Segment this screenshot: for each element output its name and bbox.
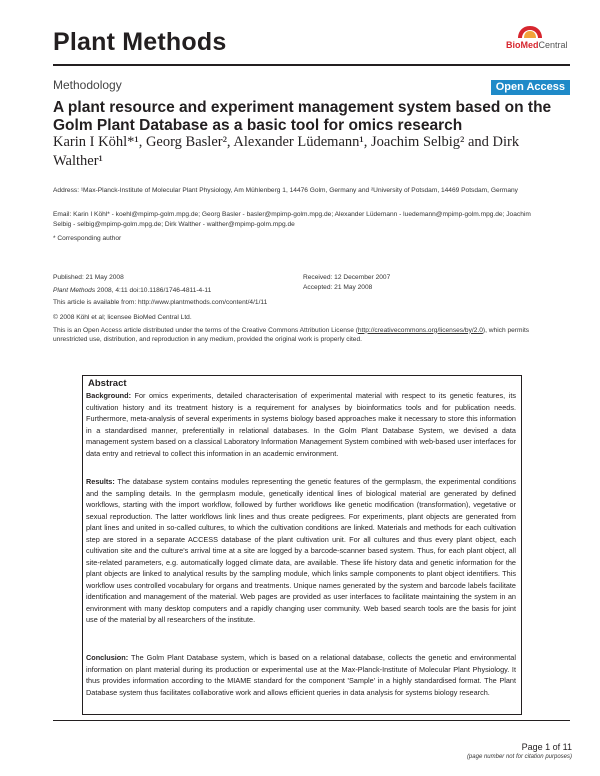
- affiliation-address: Address: ¹Max-Planck-Institute of Molecular Plant Physiology, Am Mühlenberg 1, 14476 Golm, Germany and ²University of Potsdam, 14469 Potsdam, Germany: [53, 187, 518, 194]
- citation-details: 2008, 4:11 doi:10.1186/1746-4811-4-11: [95, 286, 212, 294]
- paper-title: A plant resource and experiment management system based on the Golm Plant Database as a basic tool for omics research: [53, 99, 552, 134]
- journal-title: Plant Methods: [53, 28, 227, 56]
- biomed-text: BioMed: [506, 40, 539, 50]
- citation-journal: Plant Methods: [53, 286, 96, 294]
- received-date: Received: 12 December 2007: [303, 274, 391, 281]
- results-text: The database system contains modules representing the genetic features of the germplasm, the experimental conditions and the sampling details. In the germplasm module, genetically identical lines of biological material are generated by defined workflows, starting with the import workflow, followed by further workflows like genetic modification (transformation), vegetative or sexual reproduction. The latter workflows link lines and thus create pedigrees. For experiments, plant objects are generated from plant lines and united in so-called cultures, to which the cultivation conditions are linked. Materials and methods for each cultivation step are stored in a separate ACCESS database of the plant cultivation unit. For all cultures and thus every plant object, each cultivation site and the culture's arrival time at a site are logged by a barcode-scanner based system. Thus, for each plant object, all site-related parameters, e.g. automatically logged climate data, are available. These life history data and genetic information for the plant objects are linked to analytical results by the sampling module, which links sample components to plant object identifiers. This workflow uses controlled vocabulary for organs and treatments. Unique names generated by the system and barcode labels facilitate identification and management of the material. Web pages are provided as user interfaces to facilitate maintaining the system in an environment with many desktop computers and a rapidly changing user community. Web based search tools are the basis for joint use of the material by all researchers of the institute.: [86, 477, 516, 624]
- dates-info: [303, 273, 553, 292]
- publication-info: [53, 273, 303, 308]
- footer-rule: [53, 720, 570, 721]
- abstract-background: [86, 390, 516, 459]
- abstract-heading: Abstract: [88, 378, 127, 389]
- corresponding-note: * Corresponding author: [53, 235, 122, 242]
- background-text: For omics experiments, detailed characterisation of experimental material with respect to its genetic features, its cultivation history and its treatment history is a requirement for analyses by bioinformatics tools and for publication needs. Furthermore, meta-analysis of several experiments in systems biology based approaches make it necessary to store this information in a standardised manner, preferentially in relational databases. In the Golm Plant Database System, we devised a data management system based on a classical Laboratory Information Management System combined with web-based user interfaces for data entry and retrieval to collect this information in an academic environment.: [86, 391, 516, 458]
- citation: [53, 286, 303, 296]
- conclusion-text: The Golm Plant Database system, which is based on a relational database, collects the genetic and environmental information on plant material during its production or experimental use at the Max-Planck-Institute of Molecular Plant Physiology. It thus provides information according to the MIAME standard for the component 'Sample' in a highly standardised format. The Plant Database system thus facilitates collaborative work and allows efficient queries in data analysis for systems biology research.: [86, 653, 516, 697]
- abstract-conclusion: [86, 652, 516, 698]
- biomed-central-logo: [500, 24, 568, 54]
- accepted-date: Accepted: 21 May 2008: [303, 283, 373, 291]
- author-list: Karin I Köhl*¹, Georg Basler², Alexander Lüdemann¹, Joachim Selbig² and Dirk Walther¹: [53, 134, 520, 169]
- page-note: (page number not for citation purposes): [466, 754, 572, 760]
- license-post: ), which permits unrestricted use, distribution, and reproduction in any medium, provided the original work is properly cited.: [53, 326, 530, 344]
- copyright: © 2008 Köhl et al; licensee BioMed Central Ltd.: [53, 314, 192, 321]
- published-date: Published: 21 May 2008: [53, 274, 124, 281]
- background-label: Background:: [86, 391, 131, 400]
- author-emails: Email: Karin I Köhl* - koehl@mpimp-golm.mpg.de; Georg Basler - basler@mpimp-golm.mpg.de; Alexander Lüdemann - luedemann@mpimp-golm.mpg.de; Joachim Selbig - selbig@mpimp-golm.mpg.de; Dirk Walther - walther@mpimp-golm.mpg.de: [53, 211, 531, 228]
- license-link[interactable]: http://creativecommons.org/licenses/by/2.0: [357, 326, 483, 334]
- conclusion-label: Conclusion:: [86, 653, 129, 662]
- header-rule: [53, 64, 570, 66]
- article-type: Methodology: [53, 78, 122, 92]
- central-text: Central: [538, 40, 568, 50]
- license-pre: This is an Open Access article distributed under the terms of the Creative Commons Attribution License (: [53, 326, 358, 334]
- article-url[interactable]: This article is available from: http://www.plantmethods.com/content/4/1/11: [53, 299, 268, 307]
- page-number: Page 1 of 11: [521, 742, 572, 752]
- abstract-results: [86, 476, 516, 626]
- open-access-badge: Open Access: [491, 80, 570, 95]
- license-text: [53, 326, 553, 345]
- license-block: [53, 313, 553, 345]
- results-label: Results:: [86, 477, 115, 486]
